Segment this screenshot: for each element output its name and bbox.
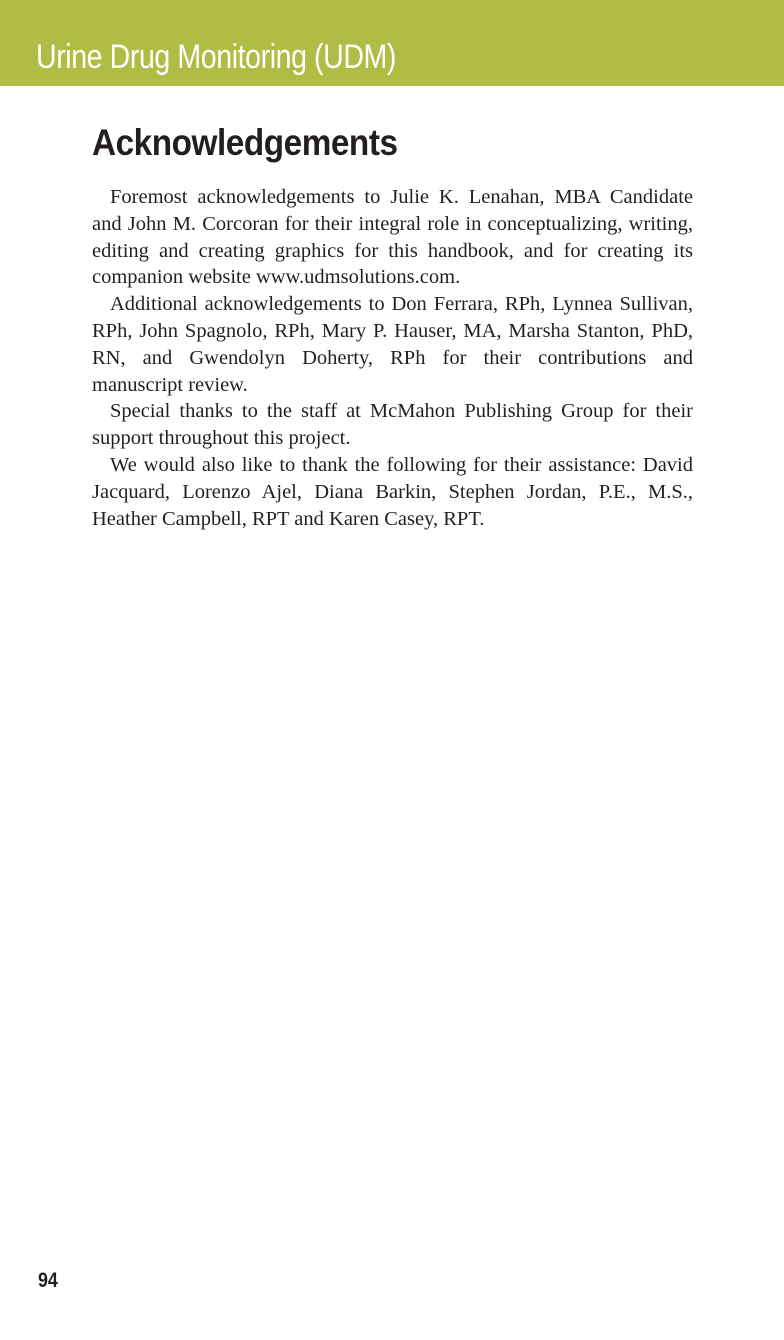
acknowledgements-section (92, 120, 693, 532)
page-number: 94 (38, 1269, 58, 1292)
paragraph-primary-acknowledgements: Foremost acknowledgements to Julie K. Lenahan, MBA Candidate and John M. Corcoran for their integral role in conceptualizing, writing, editing and creating graphics for this handbook, and for creating its companion website www.udmsolutions.com. (92, 186, 693, 289)
page-title: Acknowledgements (92, 122, 398, 163)
paragraph-special-thanks: Special thanks to the staff at McMahon Publishing Group for their support throughout this project. (92, 400, 693, 450)
running-header (0, 0, 784, 86)
running-title: Urine Drug Monitoring (UDM) (36, 38, 397, 76)
paragraph-additional-acknowledgements: Additional acknowledgements to Don Ferrara, RPh, Lynnea Sullivan, RPh, John Spagnolo, RPh, Mary P. Hauser, MA, Marsha Stanton, PhD, RN, and Gwendolyn Doherty, RPh for their contributions and manuscript review. (92, 293, 693, 396)
paragraph-assistance-thanks: We would also like to thank the following for their assistance: David Jacquard, Lorenzo Ajel, Diana Barkin, Stephen Jordan, P.E., M.S., Heather Campbell, RPT and Karen Casey, RPT. (92, 453, 693, 530)
